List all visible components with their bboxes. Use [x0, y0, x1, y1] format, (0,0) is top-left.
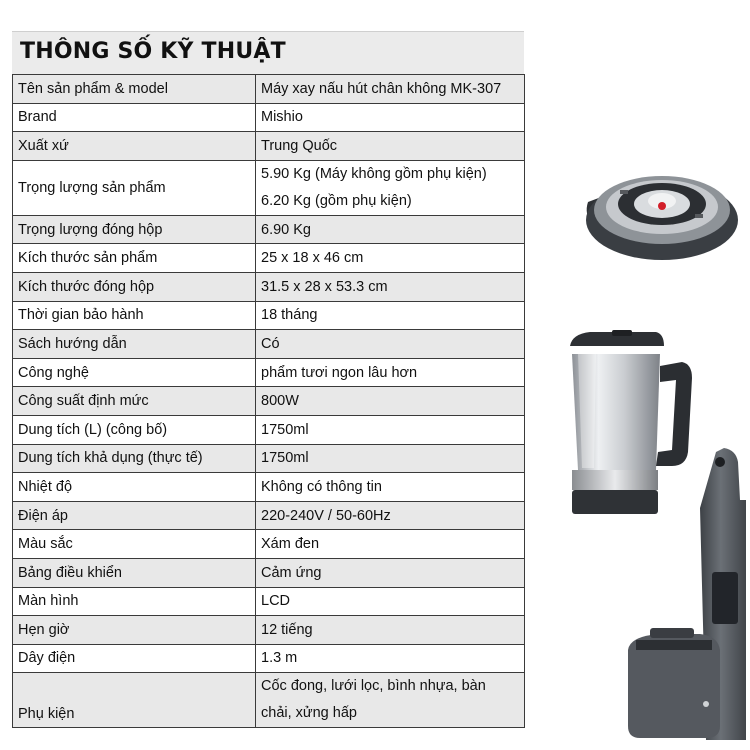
- spec-label: Dây điện: [13, 644, 256, 673]
- spec-label: Brand: [13, 103, 256, 132]
- spec-value-line: chải, xửng hấp: [261, 705, 357, 722]
- spec-label: Màn hình: [13, 587, 256, 616]
- spec-label: Phụ kiện: [13, 673, 256, 728]
- spec-label: Trọng lượng sản phẩm: [13, 160, 256, 215]
- spec-label: Điện áp: [13, 501, 256, 530]
- spec-value: Không có thông tin: [256, 473, 525, 502]
- spec-value: Cảm ứng: [256, 558, 525, 587]
- spec-value: Xám đen: [256, 530, 525, 559]
- spec-label: Màu sắc: [13, 530, 256, 559]
- spec-label: Trọng lượng đóng hộp: [13, 215, 256, 244]
- spec-value-line: 5.90 Kg (Máy không gồm phụ kiện): [261, 165, 487, 182]
- spec-value: 1750ml: [256, 444, 525, 473]
- spec-label: Hẹn giờ: [13, 616, 256, 645]
- spec-label: Nhiệt độ: [13, 473, 256, 502]
- spec-label: Dung tích (L) (công bố): [13, 415, 256, 444]
- spec-value: 1.3 m: [256, 644, 525, 673]
- spec-value: LCD: [256, 587, 525, 616]
- spec-label: Tên sản phẩm & model: [13, 75, 256, 104]
- spec-value: 12 tiếng: [256, 616, 525, 645]
- spec-label: Xuất xứ: [13, 132, 256, 161]
- spec-value: 220-240V / 50-60Hz: [256, 501, 525, 530]
- spec-value: Máy xay nấu hút chân không MK-307: [256, 75, 525, 104]
- page-title: THÔNG SỐ KỸ THUẬT: [20, 39, 286, 64]
- vacuum-lid-image: [586, 176, 738, 260]
- spec-value: 800W: [256, 387, 525, 416]
- spec-value: Trung Quốc: [256, 132, 525, 161]
- spec-value: 31.5 x 28 x 53.3 cm: [256, 272, 525, 301]
- spec-label: Sách hướng dẫn: [13, 330, 256, 359]
- spec-label: Kích thước đóng hộp: [13, 272, 256, 301]
- spec-label: Bảng điều khiển: [13, 558, 256, 587]
- spec-label: Thời gian bảo hành: [13, 301, 256, 330]
- spec-value: 6.90 Kg: [256, 215, 525, 244]
- spec-value: 1750ml: [256, 415, 525, 444]
- spec-value: phẩm tươi ngon lâu hơn: [256, 358, 525, 387]
- spec-value: Có: [256, 330, 525, 359]
- spec-value-line: 6.20 Kg (gồm phụ kiện): [261, 192, 412, 209]
- blender-jar-image: [570, 330, 692, 514]
- spec-value-line: Cốc đong, lưới lọc, bình nhựa, bàn: [261, 678, 486, 695]
- spec-label: Dung tích khả dụng (thực tế): [13, 444, 256, 473]
- spec-value: 18 tháng: [256, 301, 525, 330]
- spec-label: Công suất định mức: [13, 387, 256, 416]
- spec-label: Công nghệ: [13, 358, 256, 387]
- spec-label: Kích thước sản phẩm: [13, 244, 256, 273]
- spec-value: Mishio: [256, 103, 525, 132]
- spec-value: 25 x 18 x 46 cm: [256, 244, 525, 273]
